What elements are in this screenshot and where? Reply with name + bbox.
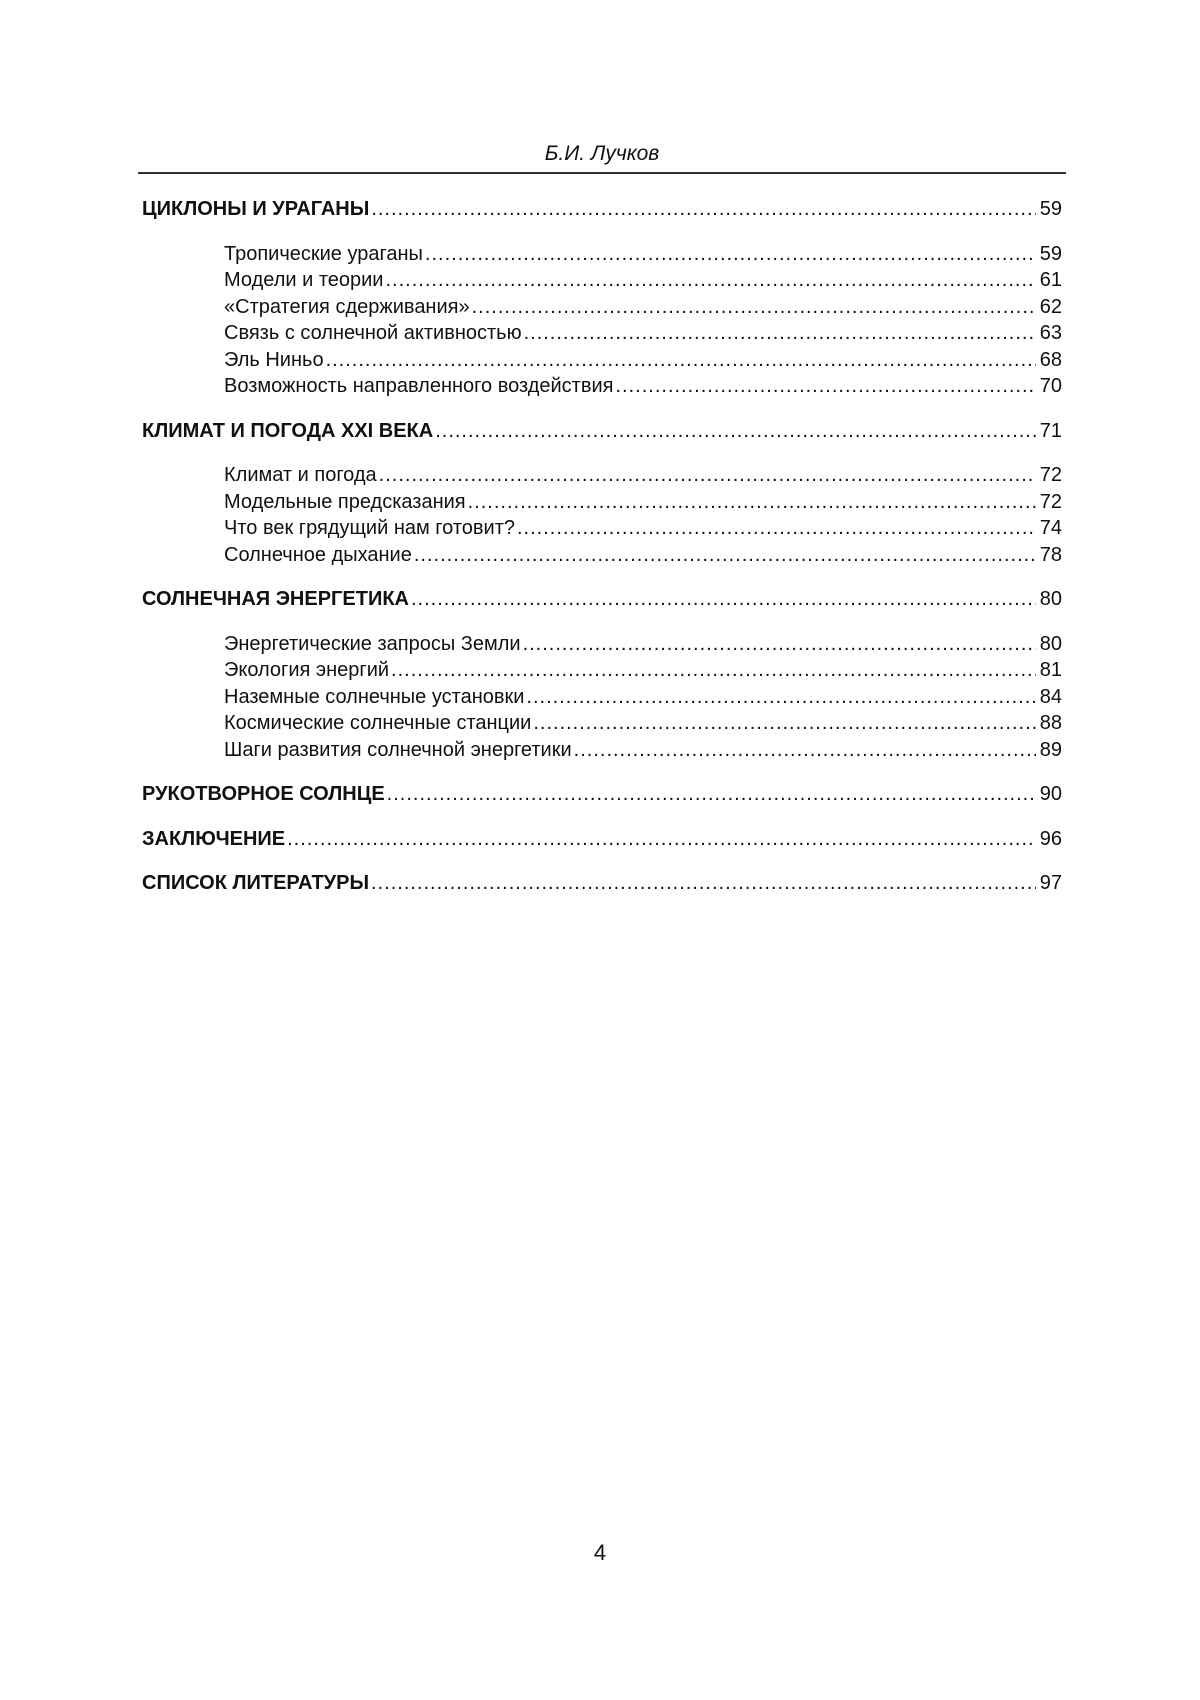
dot-leader bbox=[379, 462, 1036, 489]
dot-leader bbox=[326, 347, 1036, 374]
toc-entry-title: ЗАКЛЮЧЕНИЕ bbox=[142, 827, 286, 850]
toc-entry-title: Модельные предсказания bbox=[224, 490, 466, 513]
toc-subsection-entry[interactable] bbox=[142, 462, 1062, 489]
toc-entry-title: Что век грядущий нам готовит? bbox=[224, 517, 515, 539]
toc-entry-title: Модели и теории bbox=[224, 269, 384, 291]
toc-entry-page: 81 bbox=[1039, 659, 1062, 681]
dot-leader bbox=[411, 586, 1036, 613]
dot-leader bbox=[414, 542, 1036, 569]
toc-subsection-entry[interactable] bbox=[142, 294, 1062, 321]
toc-chapter-entry[interactable] bbox=[142, 826, 1062, 853]
dot-leader bbox=[468, 489, 1036, 516]
toc-subsection-entry[interactable] bbox=[142, 684, 1062, 711]
toc-entry-title: ЦИКЛОНЫ И УРАГАНЫ bbox=[142, 198, 370, 220]
toc-entry-title: Экология энергий bbox=[224, 659, 390, 681]
toc-subsection-entry[interactable] bbox=[142, 241, 1062, 268]
toc-entry-title: Шаги развития солнечной энергетики bbox=[224, 738, 572, 761]
dot-leader bbox=[287, 826, 1036, 853]
toc-subsection-entry[interactable] bbox=[142, 373, 1062, 400]
toc-entry-page: 61 bbox=[1039, 269, 1062, 291]
toc-subsection-entry[interactable] bbox=[142, 489, 1062, 516]
toc-entry-title: Климат и погода bbox=[224, 464, 377, 486]
toc-entry-page: 90 bbox=[1039, 783, 1062, 805]
toc-entry-title: Наземные солнечные установки bbox=[224, 685, 525, 708]
dot-leader bbox=[435, 418, 1036, 445]
toc-entry-title: Возможность направленного воздействия bbox=[224, 375, 614, 397]
author-name: Б.И. Лучков bbox=[544, 142, 660, 165]
dot-leader bbox=[425, 241, 1036, 268]
toc-entry-title: Энергетические запросы Земли bbox=[224, 632, 521, 655]
toc-subsection-entry[interactable] bbox=[142, 515, 1062, 542]
toc-entry-title: Тропические ураганы bbox=[224, 242, 423, 265]
toc-entry-page: 59 bbox=[1039, 242, 1062, 265]
toc-section bbox=[142, 826, 1062, 853]
toc-entry-page: 88 bbox=[1039, 712, 1062, 734]
toc-chapter-entry[interactable] bbox=[142, 196, 1062, 223]
toc-chapter-entry[interactable] bbox=[142, 870, 1062, 897]
toc-entry-page: 89 bbox=[1039, 738, 1062, 761]
page-header bbox=[138, 140, 1066, 174]
toc-section bbox=[142, 781, 1062, 808]
toc-entry-page: 72 bbox=[1039, 464, 1062, 486]
toc-chapter-entry[interactable] bbox=[142, 781, 1062, 808]
dot-leader bbox=[517, 515, 1036, 542]
toc-entry-title: РУКОТВОРНОЕ СОЛНЦЕ bbox=[142, 783, 385, 805]
page-number: 4 bbox=[593, 1540, 607, 1565]
dot-leader bbox=[533, 710, 1036, 737]
toc-subsection-entry[interactable] bbox=[142, 631, 1062, 658]
dot-leader bbox=[387, 781, 1036, 808]
dot-leader bbox=[574, 737, 1036, 764]
toc-section bbox=[142, 196, 1062, 400]
toc-entry-title: Эль Ниньо bbox=[224, 348, 324, 371]
toc-section bbox=[142, 586, 1062, 763]
toc-section bbox=[142, 870, 1062, 897]
toc-subsection-entry[interactable] bbox=[142, 710, 1062, 737]
toc-entry-page: 97 bbox=[1039, 872, 1062, 894]
table-of-contents bbox=[142, 196, 1062, 915]
dot-leader bbox=[615, 373, 1036, 400]
dot-leader bbox=[371, 196, 1036, 223]
toc-entry-page: 62 bbox=[1039, 295, 1062, 318]
toc-section bbox=[142, 418, 1062, 569]
toc-entry-page: 80 bbox=[1039, 632, 1062, 655]
toc-subsection-entry[interactable] bbox=[142, 320, 1062, 347]
toc-entry-title: СПИСОК ЛИТЕРАТУРЫ bbox=[142, 872, 370, 894]
toc-entry-title: КЛИМАТ И ПОГОДА XXI ВЕКА bbox=[142, 419, 434, 442]
toc-chapter-entry[interactable] bbox=[142, 418, 1062, 445]
toc-entry-page: 74 bbox=[1039, 517, 1062, 539]
dot-leader bbox=[371, 870, 1036, 897]
toc-entry-page: 63 bbox=[1039, 322, 1062, 344]
toc-entry-title: Связь с солнечной активностью bbox=[224, 322, 522, 344]
toc-entry-page: 68 bbox=[1039, 348, 1062, 371]
toc-entry-page: 70 bbox=[1039, 375, 1062, 397]
toc-entry-title: «Стратегия сдерживания» bbox=[224, 295, 470, 318]
dot-leader bbox=[391, 657, 1036, 684]
toc-entry-page: 59 bbox=[1039, 198, 1062, 220]
toc-entry-page: 84 bbox=[1039, 685, 1062, 708]
dot-leader bbox=[526, 684, 1036, 711]
toc-entry-title: Солнечное дыхание bbox=[224, 543, 412, 566]
toc-entry-page: 71 bbox=[1039, 419, 1062, 442]
toc-subsection-entry[interactable] bbox=[142, 737, 1062, 764]
toc-chapter-entry[interactable] bbox=[142, 586, 1062, 613]
toc-entry-title: Космические солнечные станции bbox=[224, 712, 532, 734]
toc-entry-page: 78 bbox=[1039, 543, 1062, 566]
toc-subsection-entry[interactable] bbox=[142, 657, 1062, 684]
toc-entry-page: 96 bbox=[1039, 827, 1062, 850]
dot-leader bbox=[523, 631, 1036, 658]
toc-subsection-entry[interactable] bbox=[142, 347, 1062, 374]
toc-subsection-entry[interactable] bbox=[142, 542, 1062, 569]
toc-entry-page: 72 bbox=[1039, 490, 1062, 513]
dot-leader bbox=[472, 294, 1036, 321]
toc-entry-title: СОЛНЕЧНАЯ ЭНЕРГЕТИКА bbox=[142, 588, 409, 610]
toc-subsection-entry[interactable] bbox=[142, 267, 1062, 294]
dot-leader bbox=[524, 320, 1036, 347]
dot-leader bbox=[385, 267, 1036, 294]
toc-entry-page: 80 bbox=[1039, 588, 1062, 610]
